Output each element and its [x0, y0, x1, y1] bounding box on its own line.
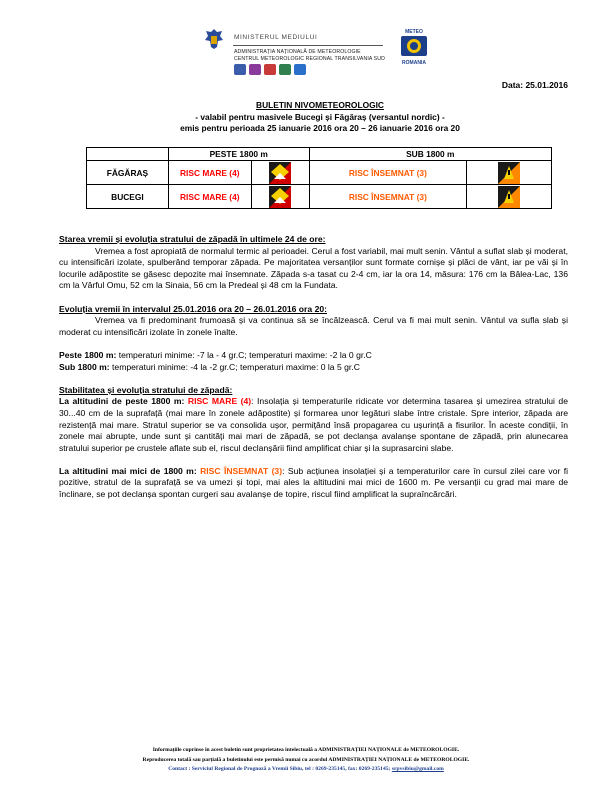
- bulletin-subtitle: - valabil pentru masivele Bucegi și Făgăraș (versantul nordic) -: [195, 111, 445, 122]
- risk-above-icon-cell: [251, 185, 309, 209]
- romanian-coat-of-arms-icon: [204, 28, 224, 50]
- risk-above-label: RISC MARE (4): [168, 161, 251, 185]
- page-header: [0, 12, 612, 82]
- section-stability-heading: Stabilitatea și evoluția stratului de zăpadă:: [59, 384, 233, 395]
- meteo-logo-label: METEO: [405, 29, 423, 35]
- risk-below-icon-cell: [467, 161, 552, 185]
- risk-below-label: RISC ÎNSEMNAT (3): [309, 185, 467, 209]
- bulletin-title: BULETIN NIVOMETEOROLOGIC: [256, 100, 384, 110]
- risk-above-label: RISC MARE (4): [168, 185, 251, 209]
- avalanche-risk-4-icon: [269, 186, 291, 208]
- risk-below-label: RISC ÎNSEMNAT (3): [309, 161, 467, 185]
- stability-below-label: La altitudini mai mici de 1800 m:: [59, 465, 197, 476]
- section-weather-past-text: Vremea a fost apropiată de normalul termic al perioadei. Cerul a fost variabil, mai mult senin. Vântul a suflat slab și moderat, cu intensificări izolate, spulberând temporar zăpada. Pe majoritatea versanților sunt formate cornișe și plăci de vânt, iar pe văi și în locurile adăpostite se găsesc depozite mai însemnate. Zăpada s-a tasat cu 2-4 cm, iar la ora 14, măsura: 176 cm la Bâlea-Lac, 136 cm la Vârful Omu, 52 cm la Sinaia, 56 cm la Predeal și 48 cm la Fundata.: [59, 245, 568, 291]
- risk-row-fagaras: [87, 161, 552, 185]
- ministry-name: MINISTERUL MEDIULUI: [234, 34, 318, 41]
- massif-name: FĂGĂRAȘ: [87, 161, 169, 185]
- risk-table: [86, 147, 552, 209]
- temperature-below-label: Sub 1800 m:: [59, 361, 110, 372]
- stability-below-risk: RISC ÎNSEMNAT (3): [200, 465, 283, 476]
- temperature-above-1800: [59, 350, 568, 362]
- risk-below-icon-cell: [467, 185, 552, 209]
- footer-contact-text: Contact : Serviciul Regional de Prognoză a Vremii Sibiu, tel : 0269-235145, fax: 0269-235145;: [168, 766, 392, 772]
- certification-logo-icon: [249, 64, 261, 75]
- stability-below-text: : Sub acțiunea insolației și a temperaturilor care în cursul zilei care vor fi pozitive, stratul de la suprafață se va umezi și topi, mai ales la altitudini mai mici de 1600 m. Pe versanții cu grad mai mare de înclinare, se pot declanșa spontan curgeri sau avalanșe de topire, riscul fiind amplificat la supraîncărcări.: [59, 465, 569, 500]
- bulletin-body: [59, 234, 568, 501]
- col-above-1800: PESTE 1800 m: [168, 148, 309, 161]
- center-name: CENTRUL METEOROLOGIC REGIONAL TRANSILVANIA SUD: [234, 56, 385, 62]
- temperature-below-1800: [59, 362, 568, 374]
- bulletin-period: emis pentru perioada 25 ianuarie 2016 ora 20 – 26 ianuarie 2016 ora 20: [180, 123, 460, 133]
- section-weather-past-heading: Starea vremii și evoluția stratului de zăpadă în ultimele 24 de ore:: [59, 234, 326, 244]
- avalanche-risk-4-icon: [269, 162, 291, 184]
- stability-below-1800: [59, 466, 568, 501]
- section-forecast-heading: Evoluția vremii în intervalul 25.01.2016 ora 20 – 26.01.2016 ora 20:: [59, 303, 327, 314]
- certification-logo-icon: [234, 64, 246, 75]
- col-below-1800: SUB 1800 m: [309, 148, 551, 161]
- bulletin-titles: [60, 100, 580, 135]
- temperature-above-label: Peste 1800 m:: [59, 349, 117, 360]
- agency-name: ADMINISTRAȚIA NAȚIONALĂ DE METEOROLOGIE: [234, 49, 361, 55]
- footer-contact-line: [40, 765, 572, 775]
- risk-table-header: [87, 148, 552, 161]
- certification-logo-icon: [279, 64, 291, 75]
- section-forecast-text: Vremea va fi predominant frumoasă și va continua să se încălzească. Cerul va fi mai mult senin. Vântul va sufla slab și moderat cu intensificări izolate în zonele înalte.: [59, 315, 568, 337]
- footer-reproduction-line: Reproducerea totală sau parțială a buletinului este permisă numai cu acordul ADMINISTRAȚIEI NAȚIONALE de METEOROLOGIE.: [142, 756, 470, 763]
- bulletin-date: Data: 25.01.2016: [501, 80, 568, 90]
- country-label: ROMANIA: [402, 60, 426, 66]
- meteo-romania-logo-icon: [393, 26, 435, 68]
- footer-copyright-line: Informațiile cuprinse în acest buletin sunt proprietatea intelectuală a ADMINISTRAȚIEI NAȚIONALE de METEOROLOGIE.: [152, 747, 460, 753]
- stability-above-text: : Insolația și temperaturile ridicate vor determina tasarea și umezirea stratului de 30...40 cm de la suprafață (mai mare în zonele adăpostite) și formarea unor legături slabe între cristale. Spre interior, zăpada are rezistență mai mare. Stratul superior se va consolida ușor, permițând însă propagarea cu ușurință a fisurilor. În aceste condiții, în zonele mai abrupte, unde sunt și cantități mai mari de zăpadă, se pot declanșa avalanșe spontane de zăpadă, prin alunecarea stratului superior pe crustele aflate sub el, riscul declanșării fiind amplificat chiar și la suprasarcini slabe.: [59, 396, 568, 453]
- avalanche-risk-3-icon: [498, 162, 520, 184]
- stability-above-1800: [59, 396, 568, 454]
- footer-email-link[interactable]: srpvsibiu@gmail.com: [391, 766, 444, 772]
- massif-name: BUCEGI: [87, 185, 169, 209]
- certification-logos: [234, 64, 306, 75]
- certification-logo-icon: [264, 64, 276, 75]
- avalanche-risk-3-icon: [498, 186, 520, 208]
- empty-header-cell: [87, 148, 169, 161]
- stability-above-risk: RISC MARE (4): [187, 396, 252, 407]
- risk-above-icon-cell: [251, 161, 309, 185]
- header-rule: [233, 45, 383, 46]
- risk-row-bucegi: [87, 185, 552, 209]
- temperature-below-values: temperaturi minime: -4 la -2 gr.C; temperaturi maxime: 0 la 5 gr.C: [109, 361, 360, 372]
- temperature-above-values: temperaturi minime: -7 la - 4 gr.C; temperaturi maxime: -2 la 0 gr.C: [116, 349, 372, 360]
- page-footer: [40, 746, 572, 775]
- certification-logo-icon: [294, 64, 306, 75]
- stability-above-label: La altitudini de peste 1800 m:: [59, 396, 185, 407]
